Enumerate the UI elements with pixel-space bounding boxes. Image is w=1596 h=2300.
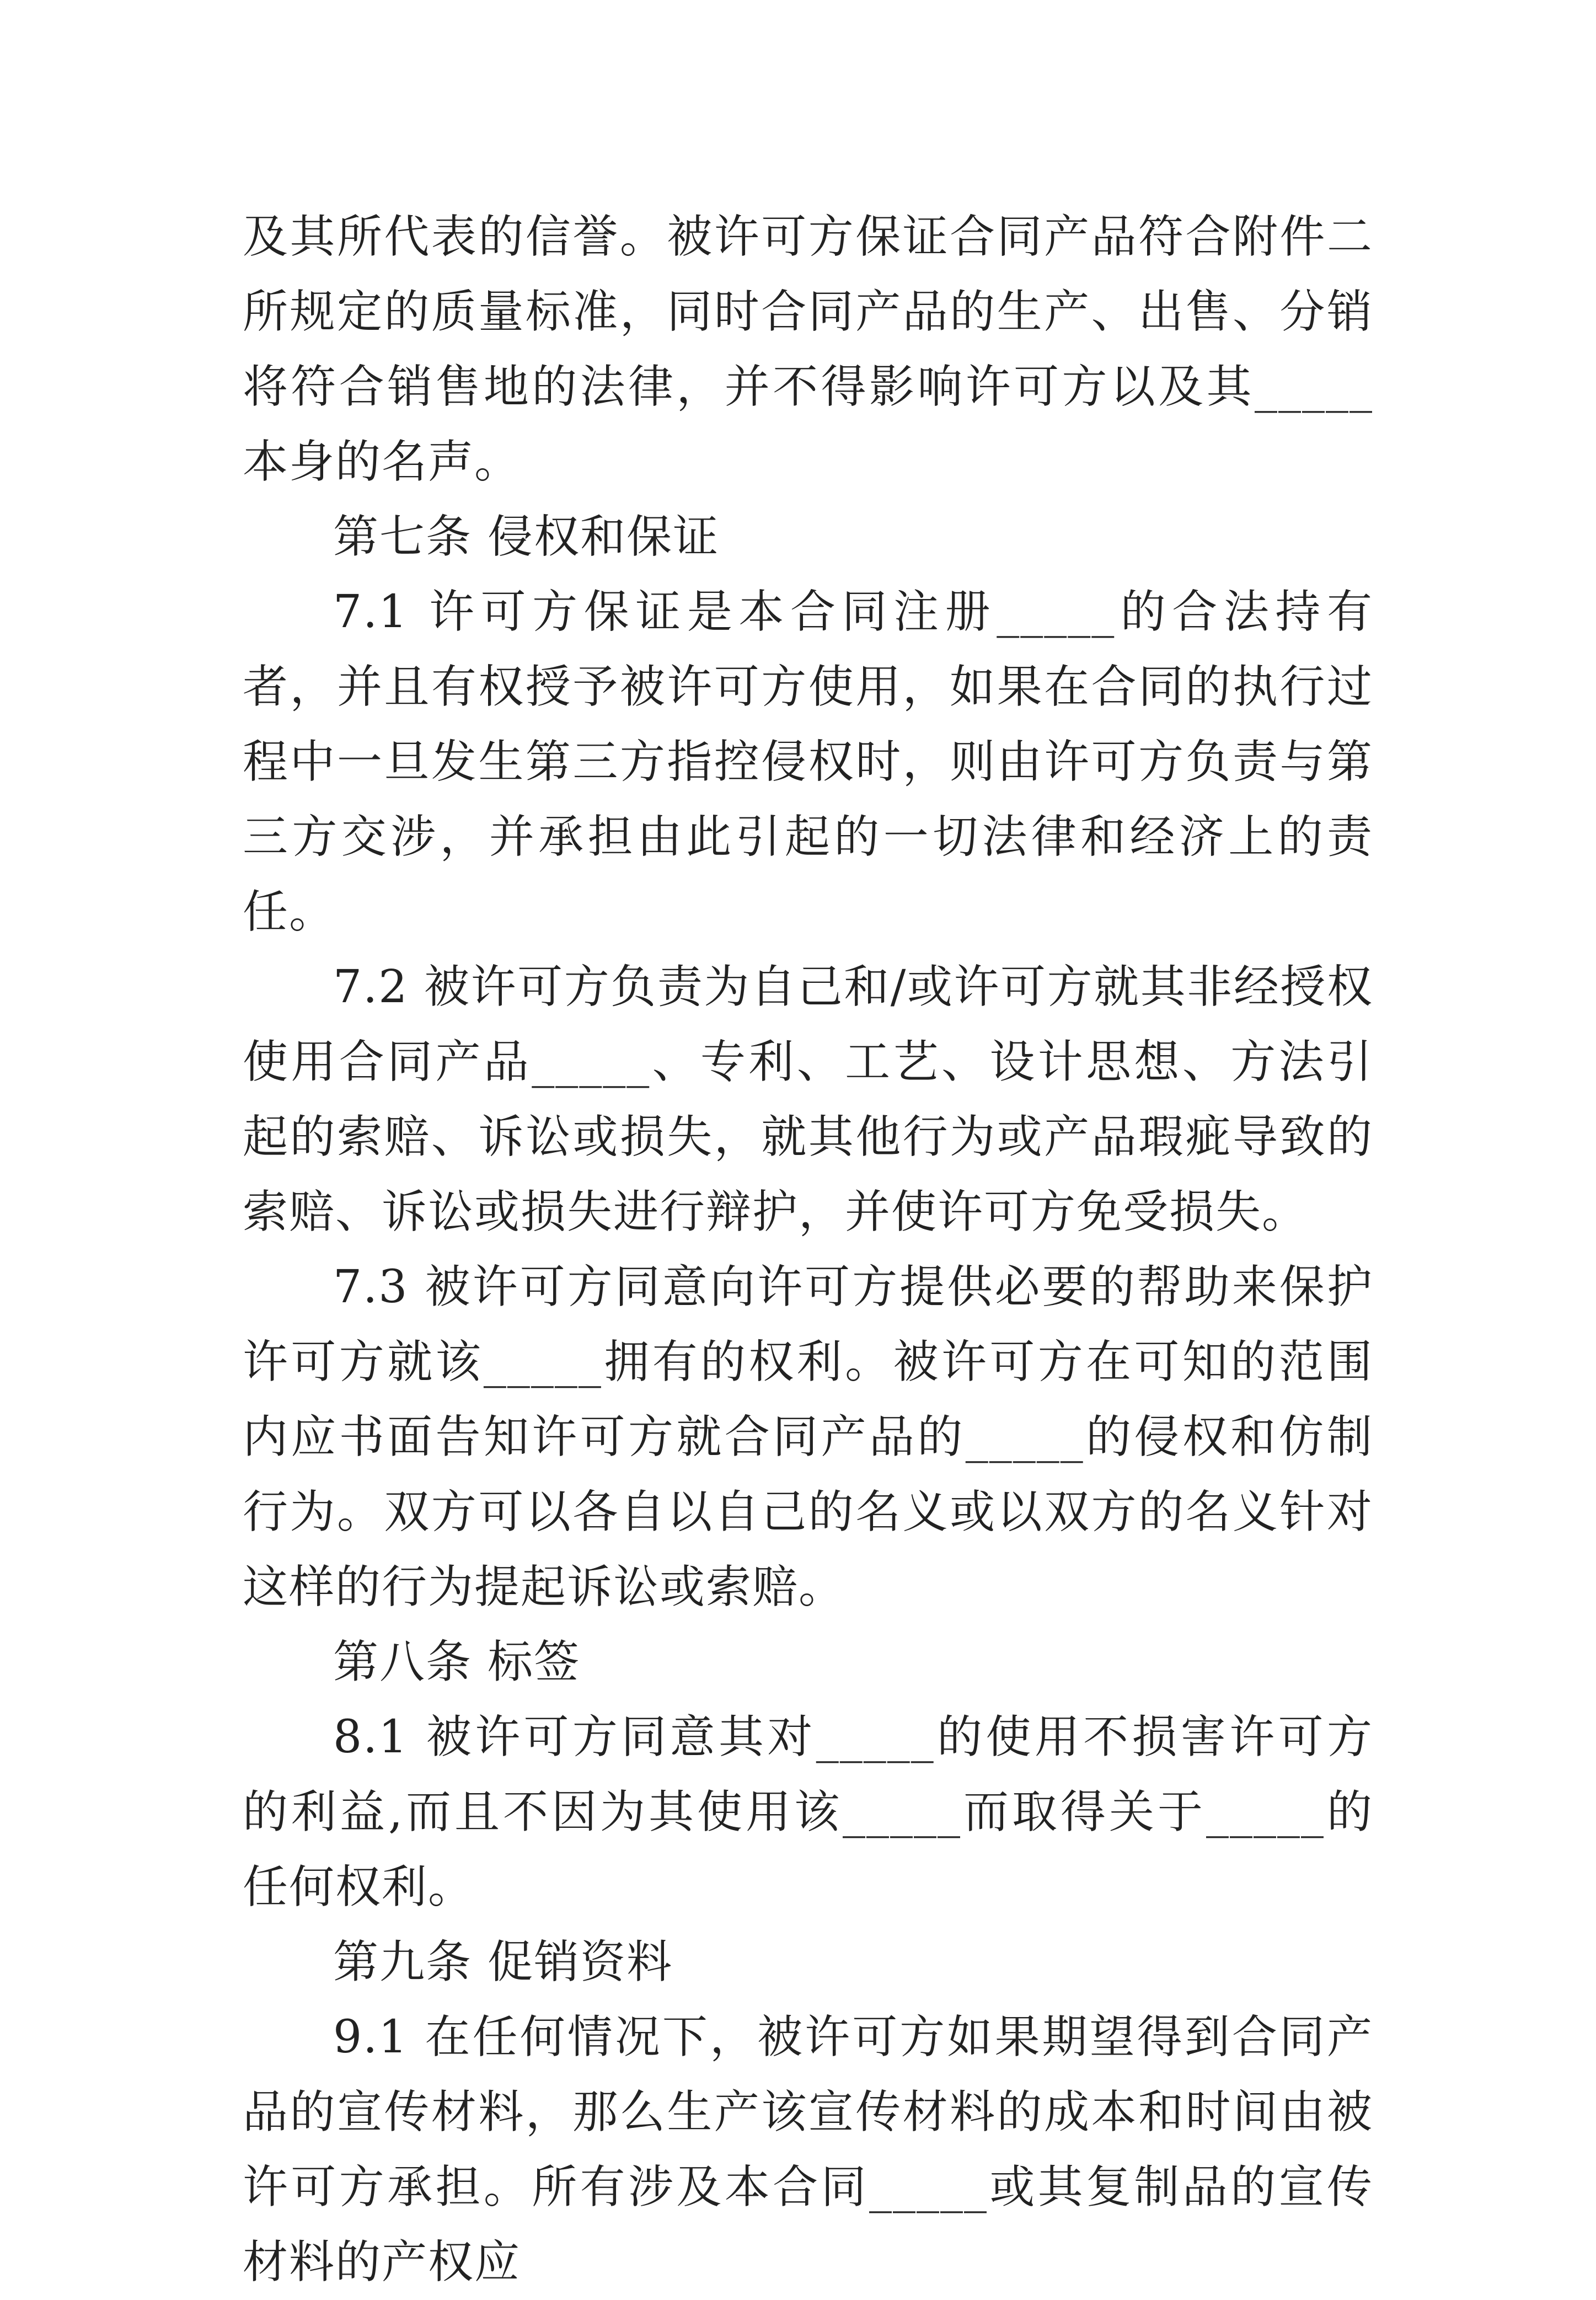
clause-7-2: 7.2 被许可方负责为自己和/或许可方就其非经授权使用合同产品_____、专利、工艺、设计思想、方法引起的索赔、诉讼或损失，就其他行为或产品瑕疵导致的索赔、诉讼或损失进行辩护，并使许可方免受损失。 — [243, 961, 1373, 1238]
clause-7-1: 7.1 许可方保证是本合同注册_____的合法持有者，并且有权授予被许可方使用，如果在合同的执行过程中一旦发生第三方指控侵权时，则由许可方负责与第三方交涉，并承担由此引起的一切法律和经济上的责任。 — [243, 586, 1373, 938]
paragraph-continuation: 及其所代表的信誉。被许可方保证合同产品符合附件二所规定的质量标准，同时合同产品的生产、出售、分销将符合销售地的法律，并不得影响许可方以及其_____本身的名声。 — [243, 211, 1373, 488]
document-body — [243, 200, 1373, 2300]
clause-7-3: 7.3 被许可方同意向许可方提供必要的帮助来保护许可方就该_____拥有的权利。被许可方在可知的范围内应书面告知许可方就合同产品的_____的侵权和仿制行为。双方可以各自以自己的名义或以双方的名义针对这样的行为提起诉讼或索赔。 — [243, 1261, 1373, 1613]
article-7-heading: 第七条 侵权和保证 — [333, 511, 720, 563]
article-8-heading: 第八条 标签 — [333, 1636, 581, 1688]
article-9-heading: 第九条 促销资料 — [333, 1936, 673, 1988]
clause-8-1: 8.1 被许可方同意其对_____的使用不损害许可方的利益,而且不因为其使用该_____而取得关于_____的任何权利。 — [243, 1711, 1373, 1913]
clause-9-1: 9.1 在任何情况下，被许可方如果期望得到合同产品的宣传材料，那么生产该宣传材料的成本和时间由被许可方承担。所有涉及本合同_____或其复制品的宣传材料的产权应 — [243, 2011, 1373, 2288]
